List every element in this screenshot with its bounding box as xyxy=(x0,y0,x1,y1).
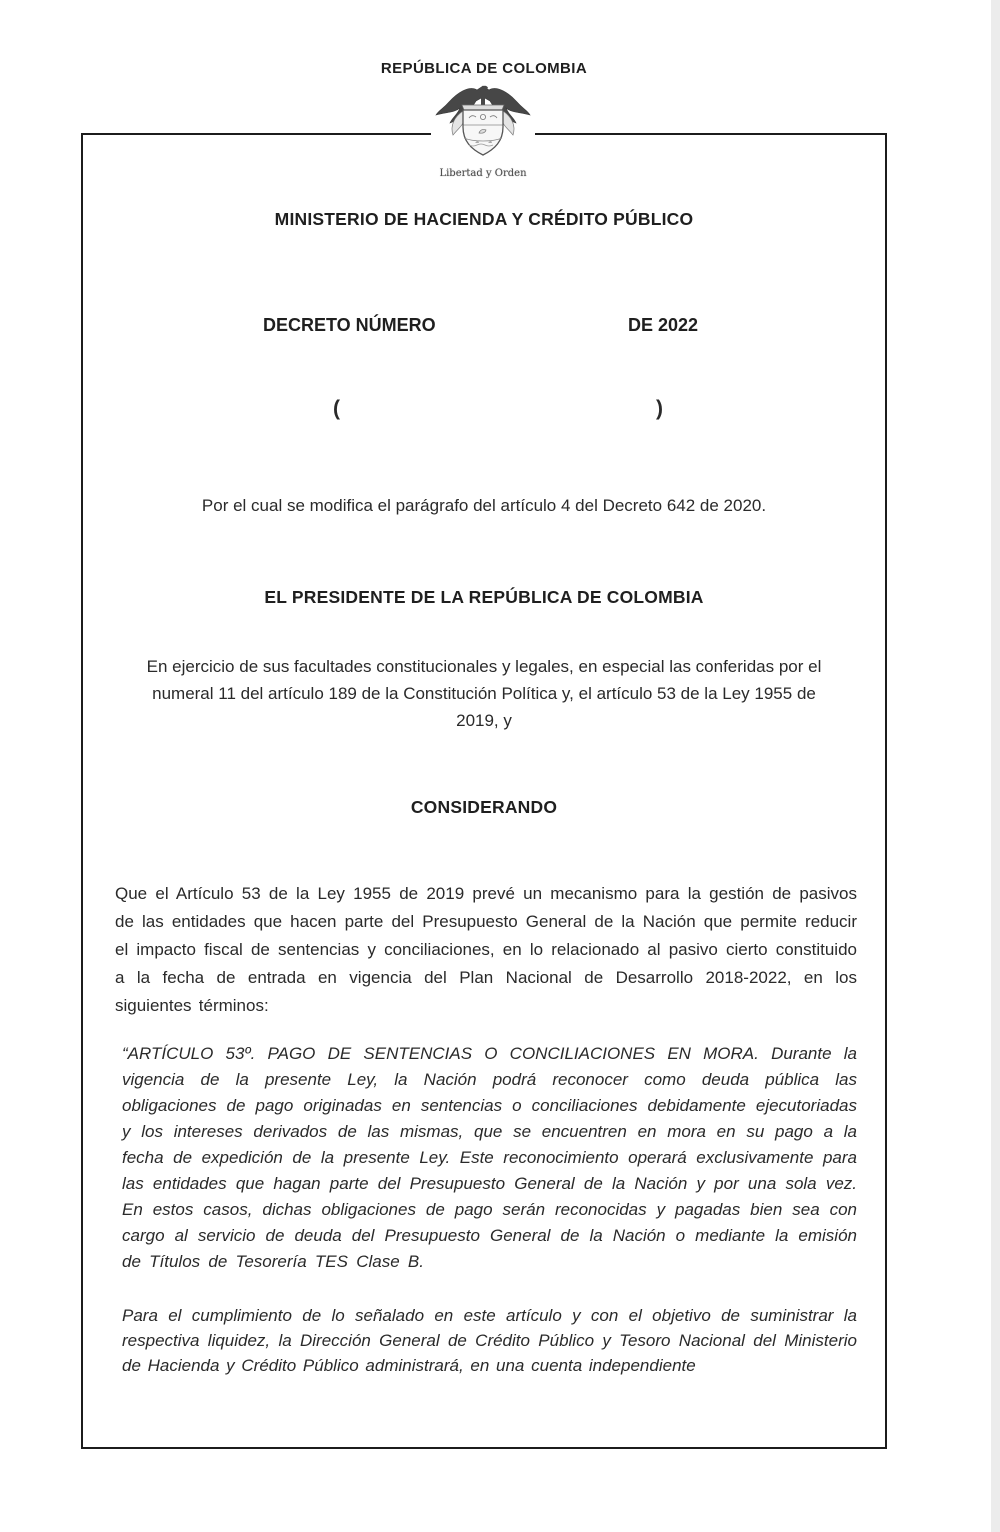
decree-number-row xyxy=(83,315,885,337)
document-frame xyxy=(81,133,887,1449)
colombia-coat-of-arms-icon xyxy=(431,83,535,191)
quoted-funding-paragraph: Para el cumplimiento de lo señalado en este artículo y con el objetivo de suministrar la respectiva liquidez, la Dirección General de Crédito Público y Tesoro Nacional del Ministerio de Hacienda y Crédito Público administrará, en una cuenta independiente xyxy=(122,1306,857,1375)
quoted-article-heading: “ARTÍCULO 53º. PAGO DE SENTENCIAS O CONCILIACIONES EN MORA. xyxy=(122,1044,759,1063)
emblem-motto: Libertad y Orden xyxy=(439,168,527,179)
national-header-title: REPÚBLICA DE COLOMBIA xyxy=(380,60,588,77)
considerando-heading: CONSIDERANDO xyxy=(410,797,558,817)
paren-open: ( xyxy=(333,397,340,420)
quoted-article-paragraph xyxy=(122,1041,857,1275)
quoted-article-body: Durante la vigencia de la presente Ley, la Nación podrá reconocer como deuda pública las obligaciones de pago originadas en sentencias o conciliaciones debidamente ejecutoriadas y los intereses derivados de las mismas, que se encuentren en mora en su pago a la fecha de expedición de la presente Ley. Este reconocimiento operará exclusivamente para las entidades que hagan parte del Presupuesto General de la Nación y por una sola vez. En estos casos, dichas obligaciones de pago serán reconocidas y pagadas bien sea con cargo al servicio de deuda del Presupuesto General de la Nación o mediante la emisión de Títulos de Tesorería TES Clase B. xyxy=(122,1044,857,1271)
decree-number-label: DECRETO NÚMERO xyxy=(263,315,436,335)
decree-date-parens-row xyxy=(83,397,885,423)
recital-paragraph: Que el Artículo 53 de la Ley 1955 de 2019 prevé un mecanismo para la gestión de pasivos de las entidades que hacen parte del Presupuesto General de la Nación que permite reducir el impacto fiscal de sentencias y conciliaciones, en lo relacionado al pasivo cierto constituido a la fecha de entrada en vigencia del Plan Nacional de Desarrollo 2018-2022, en los siguientes términos: xyxy=(115,884,857,1015)
scan-right-edge xyxy=(991,0,1000,1532)
paren-close: ) xyxy=(656,397,663,420)
ministry-title: MINISTERIO DE HACIENDA Y CRÉDITO PÚBLICO xyxy=(274,209,694,229)
preamble-text: En ejercicio de sus facultades constitucionales y legales, en especial las conferidas por el numeral 11 del artículo 189 de la Constitución Política y, el artículo 53 de la Ley 1955 de 2019, y xyxy=(146,657,822,730)
decree-subject: Por el cual se modifica el parágrafo del artículo 4 del Decreto 642 de 2020. xyxy=(201,496,767,515)
decree-year: DE 2022 xyxy=(628,315,699,335)
issuer-title: EL PRESIDENTE DE LA REPÚBLICA DE COLOMBIA xyxy=(264,587,704,607)
coat-of-arms-graphic xyxy=(433,83,533,167)
document-body xyxy=(83,135,885,1447)
